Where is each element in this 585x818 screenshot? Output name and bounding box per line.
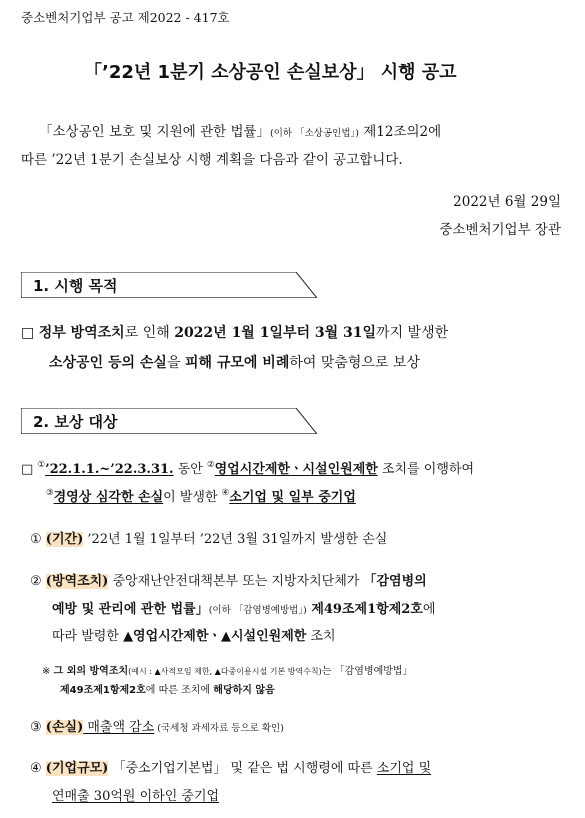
section-1-line-1: □ 정부 방역조치로 인해 2022년 1월 1일부터 3월 31일까지 발생한 [21, 325, 449, 341]
item-quarantine-line-2: 예방 및 관리에 관한 법률」(이하 「감염병예방법」) 제49조제1항제2호에 [52, 602, 436, 617]
notice-number: 중소벤처기업부 공고 제2022 - 417호 [21, 10, 230, 25]
section-1-title: 1. 시행 목적 [33, 277, 118, 295]
section-2-heading [21, 408, 317, 434]
item-company-size-line-2: 연매출 30억원 이하인 중기업 [52, 789, 220, 804]
section-1-heading [21, 272, 317, 298]
section-1-line-2: 소상공인 등의 손실을 피해 규모에 비례하여 맞춤형으로 보상 [49, 355, 420, 371]
item-quarantine-line-1: ② (방역조치) 중앙재난안전대책본부 또는 지방자치단체가 「감염병의 [30, 574, 427, 589]
item-loss: ③ (손실) 매출액 감소 (국세청 과세자료 등으로 확인) [30, 720, 284, 735]
note-line-1: ※ 그 외의 방역조치(예시 : ▲사적모임 제한, ▲다중이용시설 기본 방역수칙)는 「감염병예방법」 [42, 666, 413, 677]
intro-line-1: 「소상공인 보호 및 지원에 관한 법률」(이하 「소상공인법」) 제12조의2에 [39, 124, 442, 140]
item-period: ① (기간) ’22년 1월 1일부터 ’22년 3월 31일까지 발생한 손실 [30, 532, 388, 547]
page-title: 「’22년 1분기 소상공인 손실보상」 시행 공고 [84, 62, 457, 83]
item-quarantine-line-3: 따라 발령한 ▲영업시간제한ㆍ▲시설인원제한 조치 [52, 629, 336, 644]
section-2-line-2: ③경영상 심각한 손실이 발생한 ④소기업 및 일부 중기업 [46, 488, 356, 505]
issuer: 중소벤처기업부 장관 [439, 222, 561, 238]
section-2-title: 2. 보상 대상 [33, 413, 118, 431]
section-2-line-1: □ ①’22.1.1.~’22.3.31. 동안 ②영업시간제한ㆍ시설인원제한 조치를 이행하여 [21, 460, 475, 477]
intro-line-2: 따른 ’22년 1분기 손실보상 시행 계획을 다음과 같이 공고합니다. [21, 152, 403, 168]
item-company-size-line-1: ④ (기업규모) 「중소기업기본법」 및 같은 법 시행령에 따른 소기업 및 [30, 761, 432, 776]
notice-date: 2022년 6월 29일 [453, 194, 561, 210]
note-line-2: 제49조제1항제2호에 따른 조치에 해당하지 않음 [60, 685, 275, 696]
